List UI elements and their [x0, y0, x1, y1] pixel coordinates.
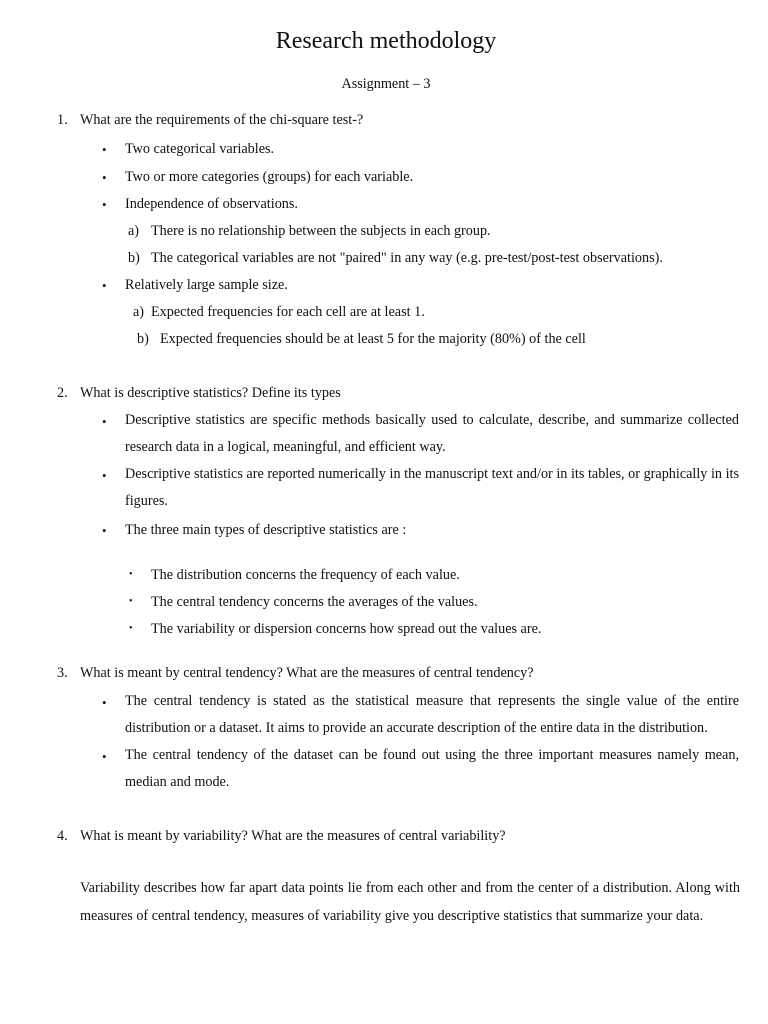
- bullet-icon: •: [102, 414, 107, 429]
- bullet-icon: •: [102, 142, 107, 157]
- q1-sample-label-a: a): [133, 304, 145, 320]
- q1-bullet-4: Relatively large sample size.: [125, 277, 288, 293]
- q1-sub-label-a: a): [128, 223, 140, 239]
- q1-sample-label-b: b): [137, 331, 149, 347]
- bullet-icon: •: [129, 569, 133, 580]
- q2-bullet-2: Descriptive statistics are reported numerically in the manuscript text and/or in its tables, or graphically in its figures.: [125, 466, 739, 509]
- question-1-text: What are the requirements of the chi-square test-?: [80, 112, 364, 128]
- q3-bullet-2: The central tendency of the dataset can be found out using the three important measures namely mean, median and mode.: [125, 747, 739, 790]
- q2-bullet-1: Descriptive statistics are specific methods basically used to calculate, describe, and summarize collected research data in a logical, meaningful, and efficient way.: [125, 412, 739, 455]
- bullet-icon: •: [102, 695, 107, 710]
- document-subtitle: Assignment – 3: [341, 76, 431, 92]
- bullet-icon: •: [102, 170, 107, 185]
- question-4-number: 4.: [57, 828, 68, 844]
- q1-sample-text-a: Expected frequencies for each cell are at least 1.: [151, 304, 425, 320]
- bullet-icon: •: [129, 623, 133, 634]
- question-4-text: What is meant by variability? What are the measures of central variability?: [80, 828, 506, 844]
- q1-bullet-2: Two or more categories (groups) for each variable.: [125, 169, 414, 185]
- question-3-number: 3.: [57, 665, 68, 681]
- q2-type-3: The variability or dispersion concerns how spread out the values are.: [151, 621, 542, 637]
- question-1-number: 1.: [57, 112, 68, 128]
- bullet-icon: •: [102, 468, 107, 483]
- q1-sub-text-b: The categorical variables are not "paired" in any way (e.g. pre-test/post-test observations).: [151, 250, 663, 266]
- q1-bullet-1: Two categorical variables.: [125, 141, 275, 157]
- document-title: Research methodology: [275, 28, 497, 54]
- q3-bullet-1: The central tendency is stated as the statistical measure that represents the single value of the entire distribution or a dataset. It aims to provide an accurate description of the entire data in the distribution.: [125, 693, 739, 736]
- question-2-text: What is descriptive statistics? Define its types: [80, 385, 341, 401]
- q2-bullet-3: The three main types of descriptive statistics are :: [125, 522, 407, 538]
- bullet-icon: •: [102, 749, 107, 764]
- q4-answer-paragraph: Variability describes how far apart data points lie from each other and from the center of a distribution. Along with measures of central tendency, measures of variability give you descriptive statistics that summarize your data.: [80, 880, 740, 924]
- q2-type-2: The central tendency concerns the averages of the values.: [151, 594, 478, 610]
- q2-type-1: The distribution concerns the frequency of each value.: [151, 567, 460, 583]
- bullet-icon: •: [102, 197, 107, 212]
- question-3-text: What is meant by central tendency? What are the measures of central tendency?: [80, 665, 534, 681]
- q1-bullet-3: Independence of observations.: [125, 196, 298, 212]
- bullet-icon: •: [129, 596, 133, 607]
- q1-sample-text-b: Expected frequencies should be at least 5 for the majority (80%) of the cell: [160, 331, 586, 347]
- question-2-number: 2.: [57, 385, 68, 401]
- q1-sub-text-a: There is no relationship between the subjects in each group.: [151, 223, 491, 239]
- q1-sub-label-b: b): [128, 250, 140, 266]
- bullet-icon: •: [102, 278, 107, 293]
- bullet-icon: •: [102, 523, 107, 538]
